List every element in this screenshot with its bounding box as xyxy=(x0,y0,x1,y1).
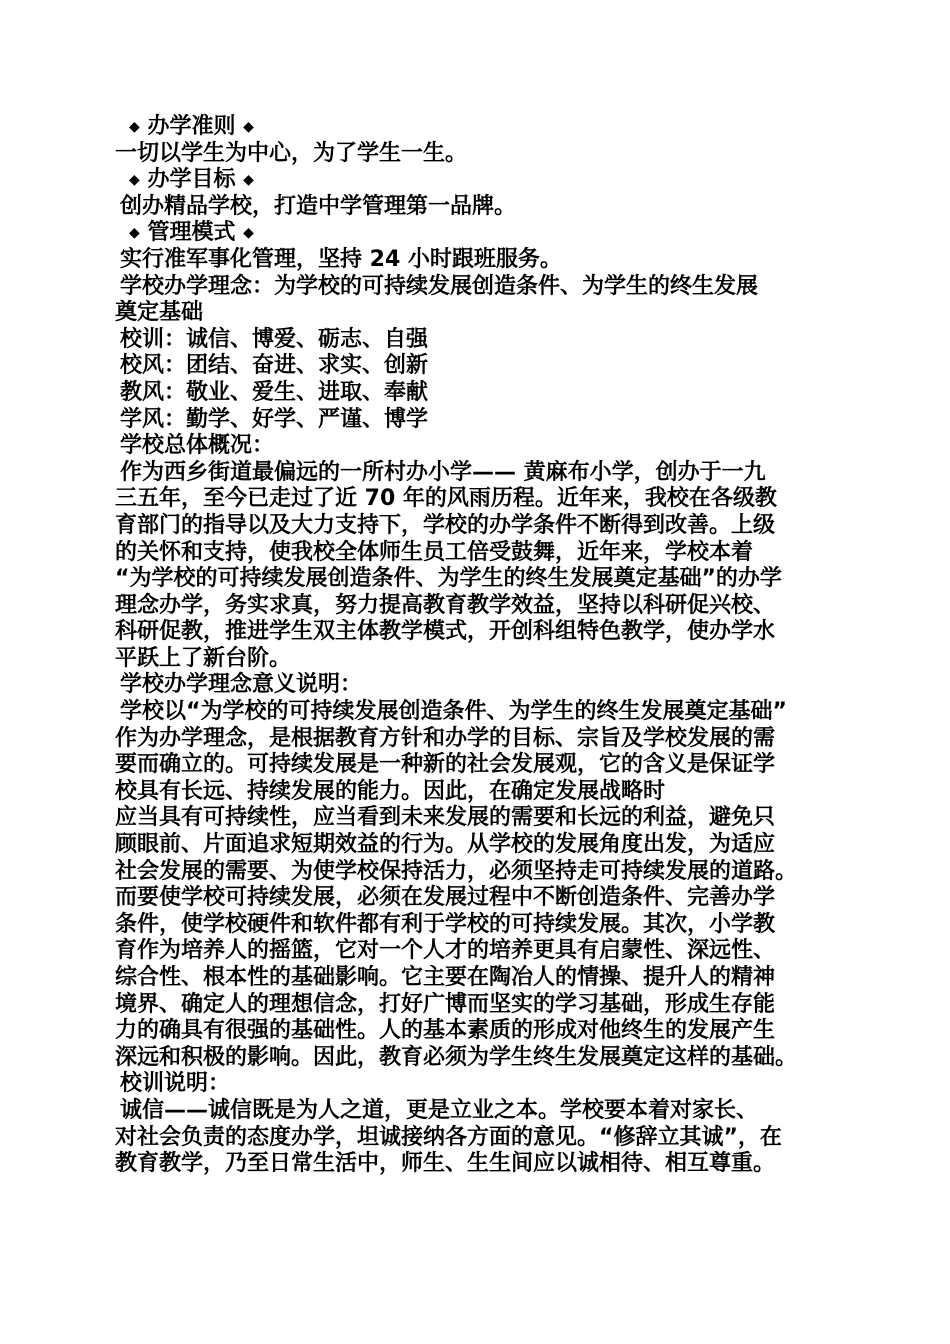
meaning-heading: 学校办学理念意义说明： xyxy=(120,672,363,698)
meaning-line: 应当具有可持续性，应当看到未来发展的需要和长远的利益，避免只 xyxy=(115,805,776,831)
overview-line: 平跃上了新台阶。 xyxy=(115,645,292,671)
meaning-line: 作为办学理念，是根据教育方针和办学的目标、宗旨及学校发展的需 xyxy=(115,725,776,751)
overview-line: 三五年，至今已走过了近 70 年的风雨历程。近年来，我校在各级教 xyxy=(115,486,777,512)
motto-explain-heading: 校训说明： xyxy=(120,1071,231,1097)
meaning-line: 而要使学校可持续发展，必须在发展过程中不断创造条件、完善办学 xyxy=(115,885,776,911)
overview-line: 理念办学，务实求真，努力提高教育教学效益，坚持以科研促兴校、 xyxy=(115,592,776,618)
diamond-bullet-icon: ◆ xyxy=(243,119,254,135)
goal-heading xyxy=(115,167,855,194)
philosophy-line: 学校办学理念：为学校的可持续发展创造条件、为学生的终生发展 xyxy=(120,273,759,299)
management-heading xyxy=(115,220,855,247)
principle-heading-text: 办学准则 xyxy=(147,114,236,139)
overview-line: 科研促教，推进学生双主体教学模式，开创科组特色教学，使办学水 xyxy=(115,619,776,645)
meaning-line: 顾眼前、片面追求短期效益的行为。从学校的发展角度出发，为适应 xyxy=(115,832,776,858)
overview-line: 作为西乡街道最偏远的一所村办小学—— 黄麻布小学，创办于一九 xyxy=(120,459,766,485)
management-heading-text: 管理模式 xyxy=(147,220,236,246)
document-page xyxy=(115,114,855,1178)
motto-line: 学风：勤学、好学、严谨、博学 xyxy=(120,406,429,432)
motto-line: 教风：敬业、爱生、进取、奉献 xyxy=(120,379,429,405)
diamond-bullet-icon: ◆ xyxy=(129,225,140,242)
motto-line: 校风：团结、奋进、求实、创新 xyxy=(120,353,429,379)
management-text: 实行准军事化管理，坚持 24 小时跟班服务。 xyxy=(120,246,562,272)
meaning-line: 深远和积极的影响。因此，教育必须为学生终生发展奠定这样的基础。 xyxy=(115,1044,798,1070)
diamond-bullet-icon: ◆ xyxy=(129,119,140,135)
overview-line: 育部门的指导以及大力支持下，学校的办学条件不断得到改善。上级 xyxy=(115,512,776,538)
meaning-line: 学校以“为学校的可持续发展创造条件、为学生的终生发展奠定基础” xyxy=(120,699,787,725)
overview-heading: 学校总体概况： xyxy=(120,433,275,459)
goal-heading-text: 办学目标 xyxy=(147,167,236,193)
motto-explain-line: 对社会负责的态度办学，坦诚接纳各方面的意见。“修辞立其诚”，在 xyxy=(115,1124,782,1150)
motto-explain-line: 教育教学，乃至日常生活中，师生、生生间应以诚相待、相互尊重。 xyxy=(115,1151,776,1177)
meaning-line: 条件，使学校硬件和软件都有利于学校的可持续发展。其次，小学教 xyxy=(115,911,776,937)
meaning-line: 综合性、根本性的基础影响。它主要在陶冶人的情操、提升人的精神 xyxy=(115,965,776,990)
overview-line: “为学校的可持续发展创造条件、为学生的终生发展奠定基础”的办学 xyxy=(115,566,782,592)
principle-heading xyxy=(115,114,855,141)
diamond-bullet-icon: ◆ xyxy=(243,172,254,189)
motto-explain-line: 诚信——诚信既是为人之道，更是立业之本。学校要本着对家长、 xyxy=(120,1097,759,1123)
principle-text: 一切以学生为中心，为了学生一生。 xyxy=(115,140,468,166)
philosophy-line: 奠定基础 xyxy=(115,300,204,326)
meaning-line: 育作为培养人的摇篮，它对一个人才的培养更具有启蒙性、深远性、 xyxy=(115,938,776,964)
meaning-line: 要而确立的。可持续发展是一种新的社会发展观，它的含义是保证学 xyxy=(115,752,776,778)
meaning-line: 校具有长远、持续发展的能力。因此，在确定发展战略时 xyxy=(115,778,666,804)
overview-line: 的关怀和支持，使我校全体师生员工倍受鼓舞，近年来，学校本着 xyxy=(115,539,754,565)
diamond-bullet-icon: ◆ xyxy=(129,172,140,189)
meaning-line: 力的确具有很强的基础性。人的基本素质的形成对他终生的发展产生 xyxy=(115,1018,776,1044)
meaning-line: 境界、确定人的理想信念，打好广博而坚实的学习基础，形成生存能 xyxy=(115,991,776,1017)
diamond-bullet-icon: ◆ xyxy=(243,225,254,242)
motto-line: 校训：诚信、博爱、砺志、自强 xyxy=(120,326,429,352)
goal-text: 创办精品学校，打造中学管理第一品牌。 xyxy=(120,193,517,219)
meaning-line: 社会发展的需要、为使学校保持活力，必须坚持走可持续发展的道路。 xyxy=(115,858,798,884)
